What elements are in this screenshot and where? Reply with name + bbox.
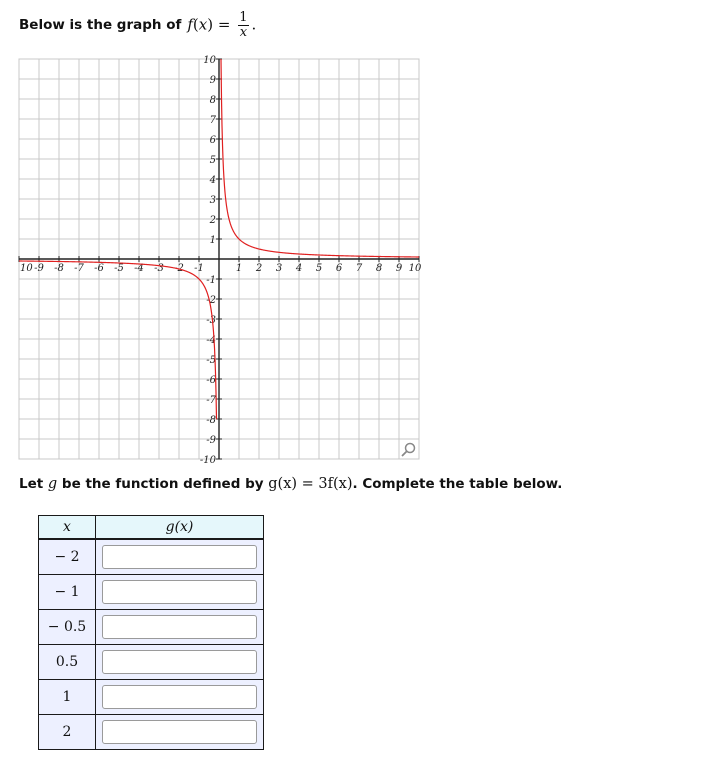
- g-input-1[interactable]: [102, 545, 257, 569]
- x-cell: 2: [39, 715, 96, 750]
- g-input-3[interactable]: [102, 615, 257, 639]
- question-prefix: Let: [19, 476, 44, 492]
- g-input-2[interactable]: [102, 580, 257, 604]
- func-var: x: [198, 15, 208, 33]
- table-row: [39, 645, 264, 680]
- fraction-denominator: x: [239, 24, 248, 40]
- y-tick-label: 9: [209, 75, 216, 86]
- x-tick-label: -8: [54, 263, 64, 274]
- intro-formula: f(x) = $\frac{1}{x}$ .: [187, 9, 257, 40]
- table-row: [39, 539, 264, 575]
- y-tick-label: -10: [199, 455, 216, 466]
- x-tick-label: -3: [154, 263, 164, 274]
- x-tick-label: 2: [255, 263, 263, 274]
- y-tick-label: -2: [206, 295, 216, 306]
- x-tick-label: 10: [408, 263, 422, 274]
- x-tick-label: -9: [34, 263, 44, 274]
- y-tick-label: 1: [209, 235, 216, 246]
- x-tick-label: 6: [335, 263, 343, 274]
- x-tick-label: -2: [174, 263, 184, 274]
- question-definition: g(x) = 3f(x): [268, 476, 353, 492]
- fraction-numerator: 1: [239, 9, 248, 25]
- y-tick-label: -8: [206, 415, 216, 426]
- y-tick-label: -3: [206, 315, 216, 326]
- x-tick-label: 4: [295, 263, 303, 274]
- x-tick-label: -7: [74, 263, 84, 274]
- x-cell: − 2: [39, 539, 96, 575]
- table-header-row: [39, 516, 264, 540]
- table-row: [39, 575, 264, 610]
- y-tick-label: 2: [209, 215, 216, 226]
- y-tick-label: -1: [206, 275, 216, 286]
- x-tick-label: 3: [275, 263, 283, 274]
- x-tick-label: -5: [114, 263, 124, 274]
- y-tick-label: -6: [206, 375, 216, 386]
- x-cell: − 0.5: [39, 610, 96, 645]
- table-row: [39, 680, 264, 715]
- x-tick-label: 1: [235, 263, 243, 274]
- question-text: [19, 476, 562, 492]
- header-x: x: [39, 516, 96, 540]
- x-tick-label: 10: [20, 263, 33, 274]
- question-middle: be the function defined by: [61, 476, 264, 492]
- g-input-5[interactable]: [102, 685, 257, 709]
- x-tick-label: -1: [194, 263, 204, 274]
- y-tick-label: 6: [209, 135, 216, 146]
- y-tick-label: 3: [209, 195, 216, 206]
- g-input-6[interactable]: [102, 720, 257, 744]
- values-table: [38, 515, 264, 750]
- x-tick-label: -4: [134, 263, 144, 274]
- intro-suffix: .: [251, 15, 257, 33]
- y-tick-label: -7: [206, 395, 216, 406]
- y-tick-label: -4: [206, 335, 216, 346]
- y-tick-label: -9: [206, 435, 216, 446]
- y-tick-label: 10: [203, 55, 216, 66]
- y-tick-label: 7: [209, 115, 216, 126]
- x-tick-label: 5: [315, 263, 323, 274]
- x-cell: − 1: [39, 575, 96, 610]
- y-tick-label: 8: [209, 95, 216, 106]
- intro-prefix: Below is the graph of: [19, 17, 182, 33]
- table-row: [39, 610, 264, 645]
- question-suffix: . Complete the table below.: [352, 476, 563, 492]
- table-row: [39, 715, 264, 750]
- y-tick-label: 5: [209, 155, 216, 166]
- x-tick-label: -6: [94, 263, 104, 274]
- question-g: g: [47, 476, 58, 492]
- y-tick-label: 4: [209, 175, 216, 186]
- x-cell: 0.5: [39, 645, 96, 680]
- x-cell: 1: [39, 680, 96, 715]
- y-tick-label: -5: [206, 355, 216, 366]
- g-input-4[interactable]: [102, 650, 257, 674]
- header-g: g(x): [96, 516, 264, 540]
- x-tick-label: 7: [355, 263, 363, 274]
- x-tick-label: 8: [375, 263, 383, 274]
- func-name: f: [187, 15, 193, 33]
- x-tick-label: 9: [395, 263, 403, 274]
